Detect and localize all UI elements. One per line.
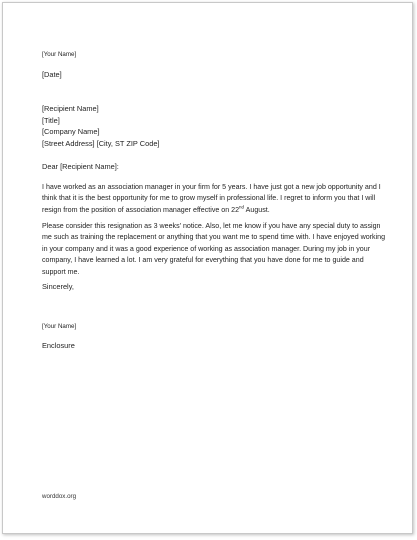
sender-name: [Your Name]: [42, 51, 77, 58]
recipient-name: [Recipient Name]: [42, 104, 99, 113]
body-paragraph-2: Please consider this resignation as 3 weeks' notice. Also, let me know if you have any special duty to assign me such as training the replacement or anything that you want me to spend time with. I have enjoyed working in your company and it was a good experience of working as association manager. During my job in your company, I have learned a lot. I am very grateful for everything that you have done for me to guide and support me.: [42, 222, 386, 276]
recipient-address: [Street Address] [City, ST ZIP Code]: [42, 138, 160, 148]
para1-text: I have worked as an association manager in your firm for 5 years. I have just got a new job opportunity and I think that it is the best opportunity for me to grow myself in professional life. I regret to inform you that I will resign from the position of association manager effective on 22: [42, 183, 381, 214]
letter-date: [Date]: [42, 70, 62, 79]
enclosure-note: Enclosure: [42, 341, 75, 350]
para1-end: August.: [244, 205, 270, 214]
footer-watermark: worddox.org: [42, 493, 77, 500]
para1-superscript: nd: [239, 204, 245, 210]
closing: Sincerely,: [42, 282, 74, 291]
letter-page: [2, 2, 413, 534]
signature-name: [Your Name]: [42, 323, 77, 330]
recipient-block: [42, 103, 387, 149]
body-paragraph-1: [42, 182, 387, 216]
recipient-company: [Company Name]: [42, 127, 100, 136]
recipient-title: [Title]: [42, 115, 60, 125]
salutation: Dear [Recipient Name]:: [42, 162, 119, 171]
